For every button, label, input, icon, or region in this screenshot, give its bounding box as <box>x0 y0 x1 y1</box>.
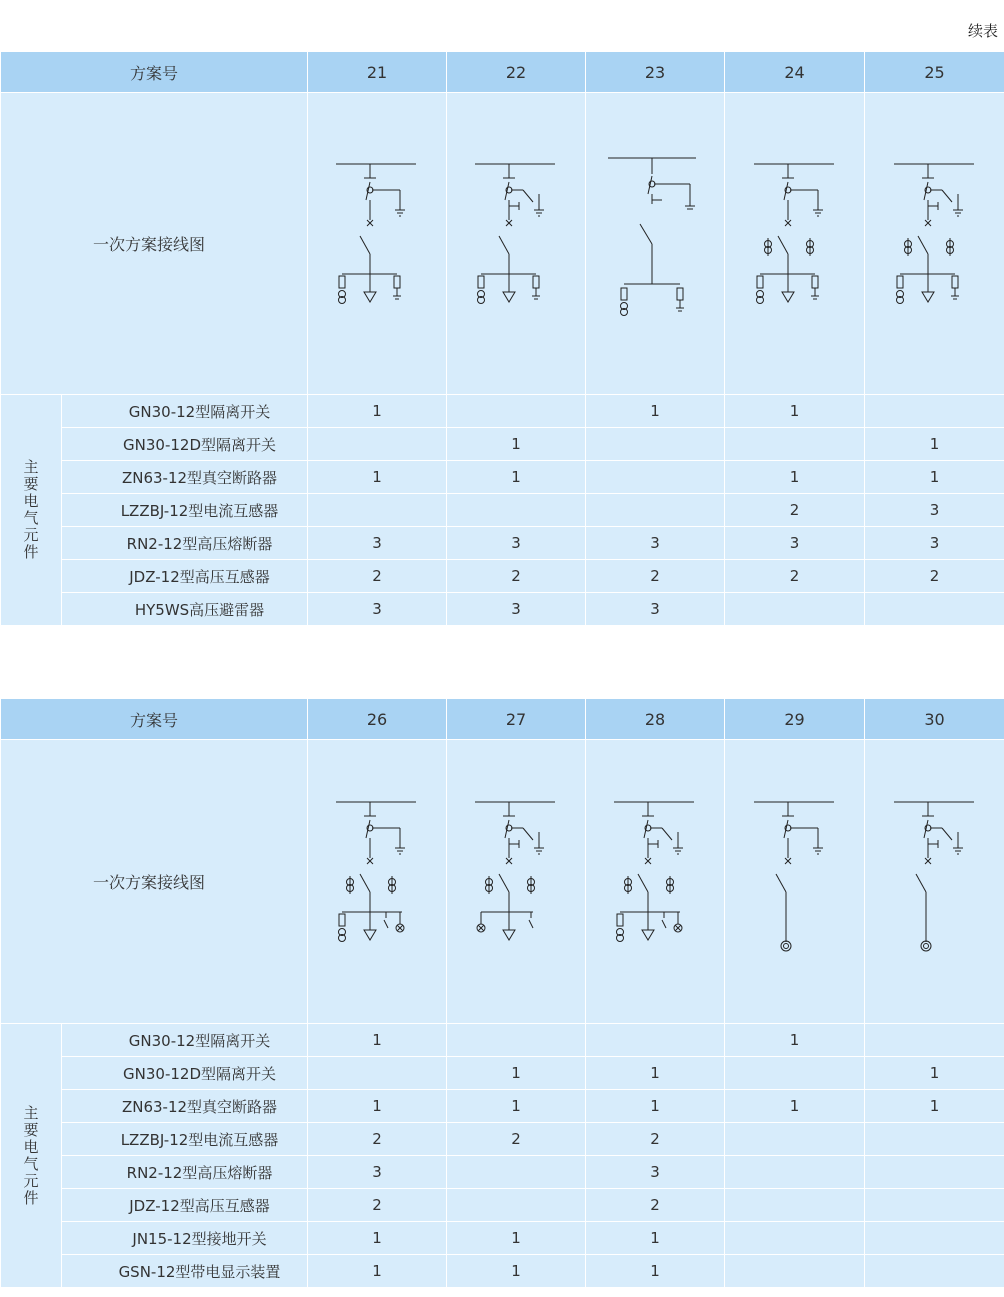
component-name: JDZ-12型高压互感器 <box>62 560 308 593</box>
quantity-cell: 1 <box>586 395 725 428</box>
quantity-cell <box>586 461 725 494</box>
wiring-diagram-30 <box>865 740 1004 1024</box>
quantity-cell: 1 <box>447 1222 586 1255</box>
component-name: LZZBJ-12型电流互感器 <box>62 1123 308 1156</box>
component-row <box>1 1156 1004 1189</box>
component-name: HY5WS高压避雷器 <box>62 593 308 626</box>
continued-label: 续表 <box>967 22 998 40</box>
quantity-cell <box>725 1057 865 1090</box>
scheme-number: 22 <box>447 52 586 93</box>
component-row <box>1 527 1004 560</box>
wiring-diagram-24 <box>725 93 865 395</box>
quantity-cell: 1 <box>865 428 1004 461</box>
quantity-cell <box>865 395 1004 428</box>
quantity-cell <box>725 428 865 461</box>
component-row <box>1 428 1004 461</box>
scheme-number: 29 <box>725 699 865 740</box>
quantity-cell: 1 <box>725 1090 865 1123</box>
quantity-cell: 1 <box>447 1057 586 1090</box>
wiring-diagram-22 <box>447 93 586 395</box>
quantity-cell: 1 <box>308 1090 447 1123</box>
quantity-cell <box>308 494 447 527</box>
quantity-cell: 1 <box>308 395 447 428</box>
header-row <box>1 699 1004 740</box>
component-row <box>1 1123 1004 1156</box>
component-name: ZN63-12型真空断路器 <box>62 461 308 494</box>
quantity-cell: 2 <box>725 494 865 527</box>
component-row <box>1 461 1004 494</box>
component-row <box>1 1024 1004 1057</box>
wiring-diagram-27 <box>447 740 586 1024</box>
quantity-cell: 2 <box>308 560 447 593</box>
component-name: RN2-12型高压熔断器 <box>62 1156 308 1189</box>
component-row <box>1 1057 1004 1090</box>
quantity-cell: 3 <box>308 527 447 560</box>
quantity-cell: 1 <box>725 395 865 428</box>
component-row <box>1 560 1004 593</box>
quantity-cell: 3 <box>586 527 725 560</box>
component-row <box>1 1255 1004 1288</box>
component-row <box>1 494 1004 527</box>
diagram-label: 一次方案接线图 <box>1 740 308 1024</box>
quantity-cell: 3 <box>865 527 1004 560</box>
quantity-cell: 1 <box>447 1090 586 1123</box>
quantity-cell: 1 <box>586 1222 725 1255</box>
group-label-text: 主要电气元件 <box>23 458 39 561</box>
quantity-cell: 3 <box>586 1156 725 1189</box>
component-row <box>1 1090 1004 1123</box>
quantity-cell: 1 <box>865 1057 1004 1090</box>
diagram-row <box>1 93 1004 395</box>
component-name: JDZ-12型高压互感器 <box>62 1189 308 1222</box>
quantity-cell <box>447 1156 586 1189</box>
scheme-number-header: 方案号 <box>1 52 308 93</box>
quantity-cell: 2 <box>725 560 865 593</box>
scheme-number: 23 <box>586 52 725 93</box>
quantity-cell: 1 <box>447 428 586 461</box>
quantity-cell <box>865 1156 1004 1189</box>
scheme-number: 25 <box>865 52 1004 93</box>
scheme-number: 26 <box>308 699 447 740</box>
component-row <box>1 593 1004 626</box>
quantity-cell: 2 <box>586 560 725 593</box>
quantity-cell <box>865 1255 1004 1288</box>
quantity-cell: 1 <box>725 1024 865 1057</box>
scheme-number: 21 <box>308 52 447 93</box>
quantity-cell: 2 <box>447 560 586 593</box>
wiring-diagram-29 <box>725 740 865 1024</box>
quantity-cell: 1 <box>308 1222 447 1255</box>
component-name: GN30-12D型隔离开关 <box>62 1057 308 1090</box>
quantity-cell: 1 <box>586 1057 725 1090</box>
quantity-cell <box>586 1024 725 1057</box>
quantity-cell: 1 <box>725 461 865 494</box>
quantity-cell: 2 <box>586 1189 725 1222</box>
quantity-cell: 1 <box>447 1255 586 1288</box>
quantity-cell <box>725 1123 865 1156</box>
quantity-cell <box>447 1024 586 1057</box>
quantity-cell <box>586 428 725 461</box>
quantity-cell: 3 <box>725 527 865 560</box>
component-name: GN30-12型隔离开关 <box>62 395 308 428</box>
component-name: ZN63-12型真空断路器 <box>62 1090 308 1123</box>
scheme-number-header: 方案号 <box>1 699 308 740</box>
quantity-cell: 1 <box>586 1255 725 1288</box>
component-row <box>1 1189 1004 1222</box>
wiring-diagram-21 <box>308 93 447 395</box>
scheme-number: 27 <box>447 699 586 740</box>
quantity-cell <box>865 1024 1004 1057</box>
quantity-cell <box>865 1123 1004 1156</box>
component-group-label <box>1 395 62 626</box>
quantity-cell: 3 <box>308 1156 447 1189</box>
quantity-cell: 2 <box>308 1123 447 1156</box>
component-row <box>1 1222 1004 1255</box>
quantity-cell: 1 <box>586 1090 725 1123</box>
quantity-cell <box>865 1222 1004 1255</box>
diagram-row <box>1 740 1004 1024</box>
scheme-number: 24 <box>725 52 865 93</box>
scheme-table-2 <box>0 698 1004 1288</box>
quantity-cell <box>447 494 586 527</box>
quantity-cell: 1 <box>447 461 586 494</box>
quantity-cell <box>725 593 865 626</box>
component-name: RN2-12型高压熔断器 <box>62 527 308 560</box>
component-name: JN15-12型接地开关 <box>62 1222 308 1255</box>
quantity-cell: 1 <box>308 1024 447 1057</box>
component-name: GN30-12型隔离开关 <box>62 1024 308 1057</box>
quantity-cell: 2 <box>865 560 1004 593</box>
quantity-cell <box>586 494 725 527</box>
quantity-cell: 1 <box>308 1255 447 1288</box>
component-name: LZZBJ-12型电流互感器 <box>62 494 308 527</box>
wiring-diagram-25 <box>865 93 1004 395</box>
quantity-cell: 3 <box>865 494 1004 527</box>
group-label-text: 主要电气元件 <box>23 1103 39 1207</box>
quantity-cell <box>865 1189 1004 1222</box>
scheme-number: 28 <box>586 699 725 740</box>
quantity-cell: 3 <box>447 593 586 626</box>
quantity-cell: 2 <box>447 1123 586 1156</box>
quantity-cell: 1 <box>865 1090 1004 1123</box>
quantity-cell <box>308 1057 447 1090</box>
quantity-cell <box>725 1255 865 1288</box>
scheme-table-1 <box>0 51 1004 626</box>
quantity-cell: 2 <box>586 1123 725 1156</box>
diagram-label: 一次方案接线图 <box>1 93 308 395</box>
quantity-cell: 3 <box>586 593 725 626</box>
component-name: GN30-12D型隔离开关 <box>62 428 308 461</box>
quantity-cell <box>725 1156 865 1189</box>
quantity-cell: 1 <box>865 461 1004 494</box>
wiring-diagram-28 <box>586 740 725 1024</box>
quantity-cell: 1 <box>308 461 447 494</box>
wiring-diagram-23 <box>586 93 725 395</box>
quantity-cell: 3 <box>308 593 447 626</box>
header-row <box>1 52 1004 93</box>
quantity-cell <box>447 395 586 428</box>
quantity-cell <box>725 1189 865 1222</box>
quantity-cell: 2 <box>308 1189 447 1222</box>
quantity-cell: 3 <box>447 527 586 560</box>
wiring-diagram-26 <box>308 740 447 1024</box>
component-group-label <box>1 1024 62 1288</box>
component-row <box>1 395 1004 428</box>
quantity-cell <box>865 593 1004 626</box>
component-name: GSN-12型带电显示装置 <box>62 1255 308 1288</box>
quantity-cell <box>447 1189 586 1222</box>
scheme-number: 30 <box>865 699 1004 740</box>
quantity-cell <box>308 428 447 461</box>
quantity-cell <box>725 1222 865 1255</box>
